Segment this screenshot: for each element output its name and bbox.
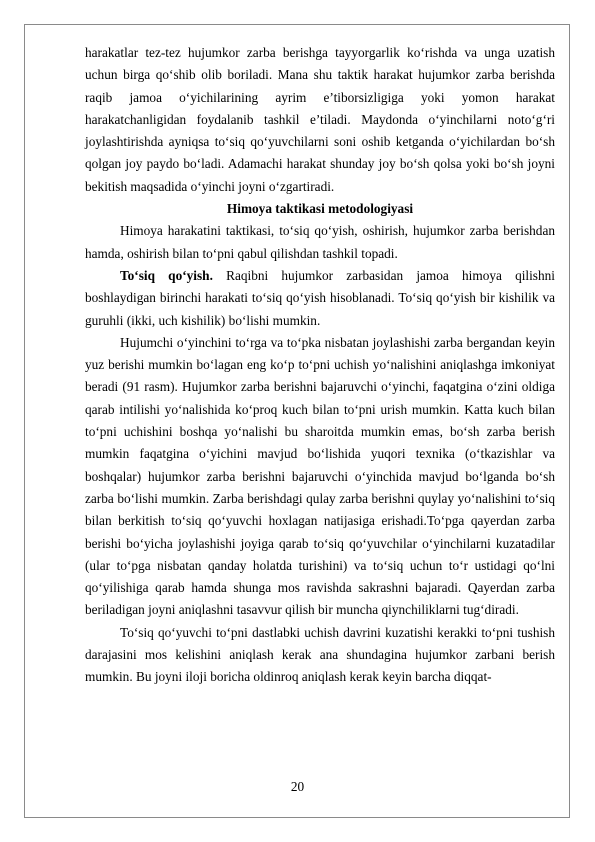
paragraph-3-lead: To‘siq qo‘yish. [120, 267, 213, 283]
paragraph-3-text: Raqibni hujumkor zarbasidan jamoa himoya qilishni boshlaydigan birinchi harakati to‘siq qo‘yish hisoblanadi. To‘siq qo‘yish bir kishilik va guruhli (ikki, uch kishilik) bo‘lishi mumkin. [85, 267, 555, 328]
page-number: 20 [290, 779, 305, 794]
paragraph-3 [85, 265, 555, 332]
paragraph-2: Himoya harakatini taktikasi, to‘siq qo‘yish, oshirish, hujumkor zarba berishdan hamda, oshirish bilan to‘pni qabul qilishdan tashkil topadi. [85, 223, 555, 261]
paragraph-1: harakatlar tez-tez hujumkor zarba berishga tayyorgarlik ko‘rishda va unga uzatish uchun birga qo‘shib olib boriladi. Mana shu taktik harakat hujumkor zarba berishda raqib jamoa o‘yichilarining ayrim e’tiborsizligiga yoki yomon harakat harakatchanligidan foydalanib tashkil e’tiladi. Maydonda o‘yinchilarni noto‘g‘ri joylashtirishda ayniqsa to‘siq qo‘yuvchilarni soni oshib ketganda o‘yichilardan bo‘sh qolgan joy paydo bo‘ladi. Adamachi harakat shunday joy bo‘sh qolsa yoki bo‘sh joyni bekitish maqsadida o‘yinchi joyni o‘zgartiradi. [85, 45, 555, 194]
section-heading: Himoya taktikasi metodologiyasi [226, 201, 414, 217]
paragraph-4: Hujumchi o‘yinchini to‘rga va to‘pka nisbatan joylashishi zarba bergandan keyin yuz berishi mumkin bo‘lagan eng ko‘p to‘pni uchish yo‘nalishini aniqlashga imkoniyat beradi (91 rasm). Hujumkor zarba berishni bajaruvchi o‘yinchi, faqatgina o‘zini oldiga qarab intilishi yo‘nalishida ko‘proq kuch bilan to‘pni urish mumkin. Katta kuch bilan to‘pni uchishini boshqa yo‘nalishi bu sharoitda mumkin emas, bo‘sh zarba berish mumkin faqatgina o‘yichini mavjud bo‘lishida yuqori texnika (o‘tkazishlar va boshqalar) hujumkor zarba berishni bajaruvchi o‘yinchida mavjud bo‘lganda bo‘sh zarba bo‘lishi mumkin. Zarba berishdagi qulay zarba berishni quylay yo‘nalishini to‘siq bilan berkitish to‘siq qo‘yuvchi hoxlagan natijasiga erishadi.To‘pga qayerdan zarba berishi bo‘yicha joylashishi joyiga qarab to‘siq qo‘yuvchilar o‘yinchilarni kuzatadilar (ular to‘pga nisbatan qanday holatda turishini) va to‘siq uchun to‘r ustidagi qo‘lni qo‘yilishiga qarab hamda shunga mos ravishda sakrashni bajaradi. Qayerdan zarba beriladigan joyni aniqlashni tasavvur qilish bir muncha qiynchiliklarni tug‘diradi. [85, 334, 555, 618]
paragraph-5: To‘siq qo‘yuvchi to‘pni dastlabki uchish davrini kuzatishi kerakki to‘pni tushish darajasini mos kelishini aniqlash kerak ana shundagina hujumkor zarbani berish mumkin. Bu joyni iloji boricha oldinroq aniqlash kerak keyin barcha diqqat- [85, 624, 555, 685]
document-body [85, 42, 555, 689]
